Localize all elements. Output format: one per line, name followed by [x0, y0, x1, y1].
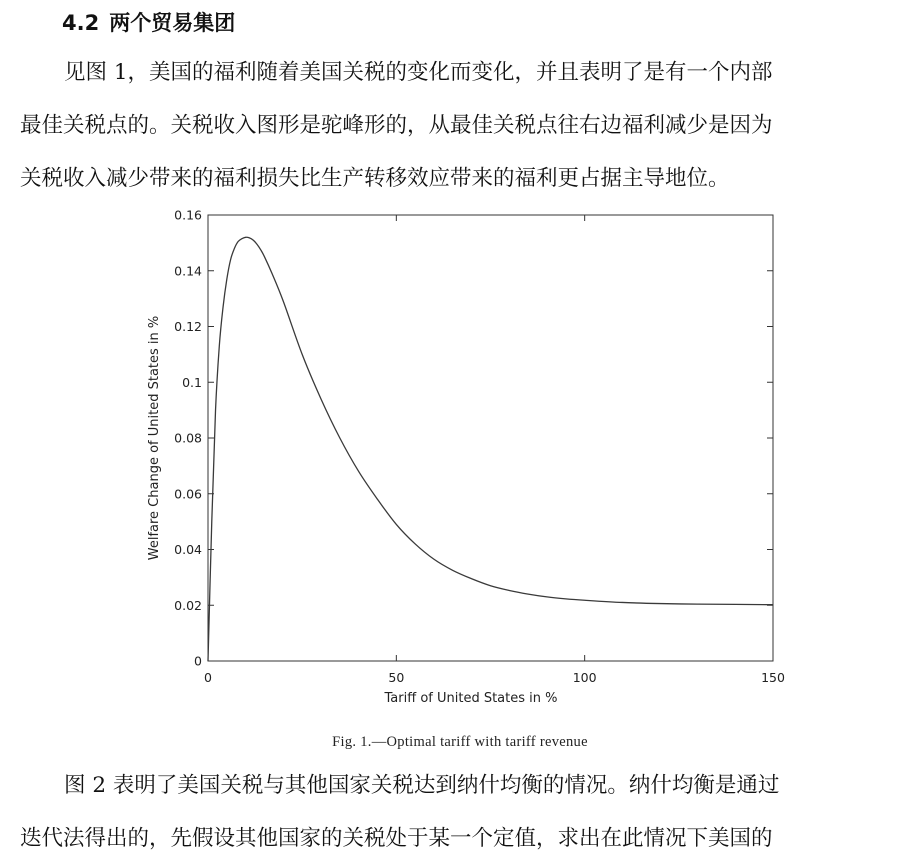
section-number: 4.2 [62, 11, 100, 35]
y-tick-label: 0.02 [174, 597, 202, 613]
x-tick-label: 50 [388, 670, 405, 685]
y-tick-label: 0.06 [174, 486, 202, 502]
plot-frame [208, 215, 773, 661]
paragraph-2-line-2: 迭代法得出的，先假设其他国家的关税处于某一个定值，求出在此情况下美国的 [20, 826, 773, 851]
y-tick-label: 0.08 [174, 430, 202, 446]
section-heading [62, 8, 235, 38]
y-tick-label: 0.14 [174, 263, 202, 279]
y-tick-label: 0.1 [182, 374, 202, 390]
figure-1-chart [140, 200, 800, 720]
y-tick-label: 0 [194, 653, 202, 669]
section-title: 两个贸易集团 [109, 11, 236, 35]
y-axis-label: Welfare Change of United States in % [147, 315, 162, 561]
paragraph-1-line-1: 见图 1，美国的福利随着美国关税的变化而变化，并且表明了是有一个内部 [64, 60, 773, 85]
paragraph-1-line-3: 关税收入减少带来的福利损失比生产转移效应带来的福利更占据主导地位。 [20, 166, 730, 191]
welfare-curve [208, 237, 773, 661]
y-tick-label: 0.12 [174, 319, 202, 334]
x-axis-ticks [204, 215, 785, 685]
paragraph-1-line-2: 最佳关税点的。关税收入图形是驼峰形的，从最佳关税点往右边福利减少是因为 [20, 113, 773, 138]
y-tick-label: 0.04 [174, 542, 202, 557]
figure-caption: Fig. 1.—Optimal tariff with tariff revenue [332, 734, 588, 750]
x-tick-label: 150 [761, 670, 785, 685]
x-tick-label: 100 [572, 670, 597, 685]
y-axis-ticks [174, 208, 773, 669]
y-tick-label: 0.16 [174, 207, 202, 223]
paragraph-2 [20, 759, 910, 865]
paragraph-2-line-1: 图 2 表明了美国关税与其他国家关税达到纳什均衡的情况。纳什均衡是通过 [64, 773, 780, 798]
paragraph-1 [20, 46, 910, 205]
x-axis-label: Tariff of United States in % [384, 691, 558, 706]
x-tick-label: 0 [204, 670, 212, 685]
